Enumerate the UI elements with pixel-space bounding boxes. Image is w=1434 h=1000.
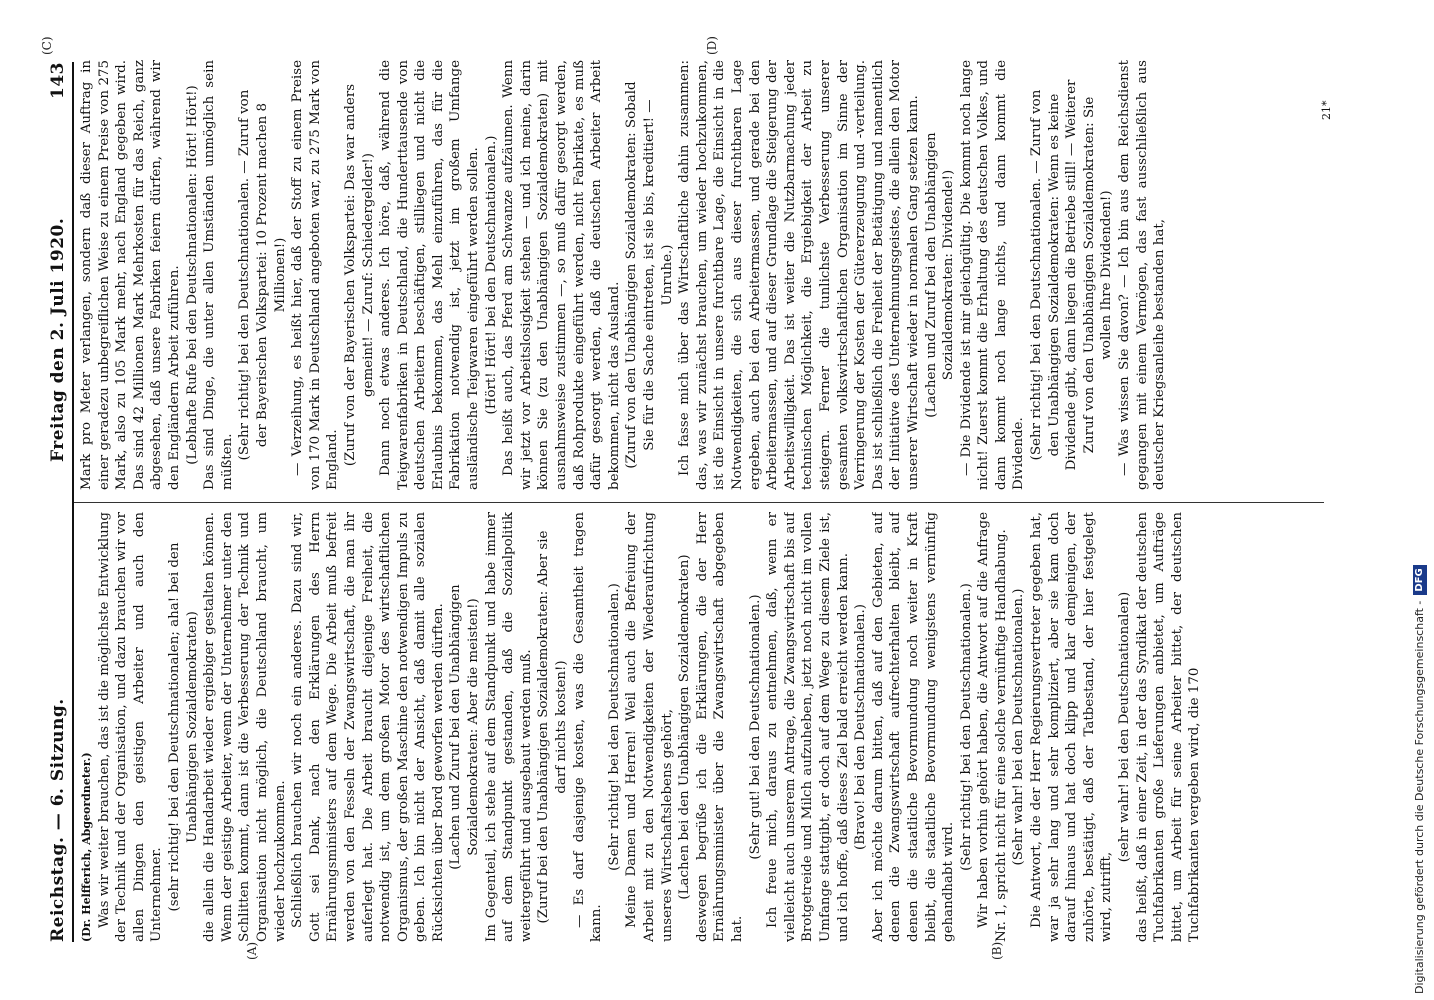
- paragraph: Im Gegenteil, ich stehe auf dem Standpunkt und habe immer auf dem Standpunkt gestanden, daß die Sozialpolitik weitergeführt und ausgebaut werden muß.: [483, 512, 534, 942]
- watermark-text: Digitalisierung gefördert durch die Deutsche Forschungsgemeinschaft -: [1413, 600, 1426, 994]
- right-column: [78, 60, 1348, 490]
- paragraph: Wir haben vorhin gehört haben, die Antwort auf die Anfrage Nr. 1, spricht nicht für eine solche vernünftige Handhabung.: [976, 512, 1009, 942]
- paragraph: — Die Dividende ist mir gleichgültig. Die kommt noch lange nicht! Zuerst kommt die Erhaltung des deutschen Volkes, und dann kommt noch lange nichts, und dann kommt die Dividende.: [958, 60, 1027, 490]
- paragraph: das heißt, daß in einer Zeit, in der das Syndikat der deutschen Tuchfabrikanten große Lieferungen anbietet, um Aufträge bittet, um Arbeit für seine Arbeiter bittet, der deutschen Tuchfabrikanten vergeben wird, die 170: [1134, 512, 1203, 942]
- header-left: Reichstag. — 6. Sitzung.: [48, 698, 68, 942]
- paragraph: Ich fasse mich über das Wirtschaftliche dahin zusammen: das, was wir zunächst brauchen, um wieder hochzukommen, ist die Einsicht in unsere furchtbare Lage, die Einsicht in die Notwendigkeiten, die sich aus dieser furchtbaren Lage ergeben, auch bei den Arbeitermassen, und gerade bei den Arbeitermassen, und auf dieser Grundlage die Steigerung der Arbeitswilligkeit. Das ist weiter die Nutzbarmachung jeder technischen Möglichkeit, die Ergiebigkeit der Arbeit zu steigern. Ferner die tunlichste Verbesserung unserer gesamten volkswirtschaftlichen Organisation im Sinne der Verringerung der Kosten der Gütererzeugung und -verteilung. Das ist schließlich die Freiheit der Betätigung und namentlich der Initiative des Unternehmungsgeistes, die allein den Motor unserer Wirtschaft wieder in normalen Gang setzen kann.: [677, 60, 921, 490]
- interjection: (Zuruf bei den Unabhängigen Sozialdemokraten: Aber sie darf nichts kosten!): [536, 530, 570, 924]
- interjection: (Lebhafte Rufe bei den Deutschnationalen: Hört! Hört!): [184, 85, 200, 465]
- interjection: (Sehr wahr! bei den Deutschnationalen.): [1011, 588, 1027, 866]
- paragraph: — Was wissen Sie davon? — Ich bin aus dem Reichsdienst gegangen mit einem Vermögen, das fast ausschließlich aus deutscher Kriegsanleihe bestanden hat,: [1117, 60, 1168, 490]
- interjection: (Zuruf von der Bayerischen Volkspartei: Das war anders gemeint! — Zuruf: Schiedergelder!): [342, 83, 376, 467]
- interjection: (Lachen bei den Unabhängigen Sozialdemokraten): [677, 554, 693, 900]
- marker-a: (A): [245, 941, 259, 960]
- paragraph: Was wir weiter brauchen, das ist die möglichste Entwicklung der Technik und der Organisation, und dazu brauchen wir vor allen Dingen den geistigen Arbeiter und auch den Unternehmer.: [96, 512, 165, 942]
- interjection: (Lachen und Zuruf bei den Unabhängigen Sozialdemokraten: Aber die meisten!): [448, 584, 482, 870]
- paragraph: deswegen begrüße ich die Erklärungen, die der Herr Ernährungsminister über die Zwangswirtschaft abgegeben hat.: [694, 512, 745, 942]
- dfg-watermark: [1405, 6, 1434, 994]
- left-column: [78, 512, 1348, 942]
- paragraph: Das sind Dinge, die unter allen Umständen unmöglich sein müßten.: [202, 60, 235, 490]
- interjection: (Lachen und Zuruf bei den Unabhängigen Sozialdemokraten: Dividende!): [923, 132, 957, 418]
- interjection: (Hört! Hört! bei den Deutschnationalen.): [483, 135, 499, 415]
- marker-c: (C): [40, 36, 54, 55]
- paragraph: Mark pro Meter verlangen, sondern daß dieser Auftrag in einer geradezu unbegreiflichen Weise zu einem Preise von 275 Mark, also zu 105 Mark mehr, nach England gegeben wird. Das sind 42 Millionen Mark Mehrkosten für das Reich, ganz abgesehen, daß unsere Fabriken feiern dürfen, während wir den Engländern Arbeit zuführen.: [79, 60, 182, 490]
- paragraph: — Verzeihung, es heißt hier, daß der Stoff zu einem Preise von 170 Mark in Deutschland angeboten war, zu 275 Mark von England.: [290, 60, 341, 490]
- paragraph: Meine Damen und Herren! Weil auch die Befreiung der Arbeit mit zu den Notwendigkeiten der Wiederaufrichtung unseres Wirtschaftslebens gehört,: [624, 512, 675, 942]
- marker-b: (B): [990, 941, 1004, 960]
- paragraph: Das heißt auch, das Pferd am Schwanze aufzäumen. Wenn wir jetzt vor Arbeitslosigkeit stehen — und ich meine, darin können Sie (zu den Unabhängigen Sozialdemokraten) mit ausnahmsweise zustimmen —, so muß dafür gesorgt werden, daß Rohprodukte eingeführt werden, nicht Fabrikate, es muß dafür gesorgt werden, daß die deutschen Arbeiter Arbeit bekommen, nicht das Ausland.: [501, 60, 622, 490]
- signature-mark: 21*: [1320, 100, 1333, 120]
- paragraph: Aber ich möchte darum bitten, daß auf den Gebieten, auf denen die Zwangswirtschaft aufrechterhalten bleibt, auf denen die staatliche Bevormundung noch weiter in Kraft bleibt, die staatliche Bevormundung wenigstens vernünftig gehandhabt wird.: [870, 512, 957, 942]
- paragraph: Die Antwort, die der Herr Regierungsvertreter gegeben hat, war ja sehr lang und sehr kompliziert, aber sie kam doch darauf hinaus und hat doch klipp und klar demjenigen, der zuhörte, bestätigt, daß der Tatbestand, der hier festgelegt wird, zutrifft,: [1029, 512, 1115, 942]
- interjection: (Zuruf von den Unabhängigen Sozialdemokraten: Sobald Sie für die Sache eintreten, ist sie bis, kreditiert! — Unruhe.): [624, 81, 675, 469]
- column-divider: [74, 502, 1324, 503]
- interjection: (Sehr richtig! bei den Deutschnationalen. — Zuruf von den Unabhängigen Sozialdemokraten: Wenn es keine Dividende gibt, dann liegen die Betriebe still! — Weiterer Zuruf von den Unabhängigen Sozialdemokraten: Sie wollen Ihre Dividenden!): [1029, 79, 1115, 471]
- header-date: Freitag den 2. Juli 1920.: [48, 217, 68, 462]
- interjection: (Sehr richtig! bei den Deutschnationalen.): [606, 583, 622, 871]
- marker-d: (D): [705, 36, 719, 55]
- interjection: (Sehr richtig! bei den Deutschnationalen. — Zuruf von der Bayerischen Volkspartei: 10 Prozent machen 8 Millionen!): [237, 89, 288, 461]
- speaker-label: (Dr. Helfferich, Abgeordneter.): [80, 752, 93, 942]
- interjection: (sehr wahr! bei den Deutschnationalen): [1117, 591, 1133, 863]
- paragraph: die allein die Handarbeit wieder ergiebiger gestalten können. Wenn der geistige Arbeiter, wenn der Unternehmer unter den Schlitten kommt, dann ist die Verbesserung der Technik und Organisation nicht möglich, die Deutschland braucht, um wieder hochzukommen.: [202, 512, 288, 942]
- paragraph: Ich freue mich, daraus zu entnehmen, daß, wenn er vielleicht auch unserem Antrage, die Zwangswirtschaft bis auf Brotgetreide und Milch aufzuheben, jetzt noch nicht im vollen Umfange stattgibt, er doch auf dem Wege zu diesem Ziele ist, und ich hoffe, daß dieses Ziel bald erreicht werden kann.: [765, 512, 851, 942]
- page-number: 143: [48, 62, 68, 99]
- paragraph: Dann noch etwas anderes. Ich höre, daß, während die Teigwarenfabriken in Deutschland, die Hunderttausende von deutschen Arbeitern beschäftigen, stilliegen und nicht die Erlaubnis bekommen, das Mehl einzuführen, das für die Fabrikation notwendig ist, jetzt im großem Umfange ausländische Teigwaren eingeführt werden sollen.: [378, 60, 482, 490]
- interjection: (Bravo! bei den Deutschnationalen.): [853, 603, 869, 851]
- paragraph: — Es darf dasjenige kosten, was die Gesamtheit tragen kann.: [571, 512, 605, 942]
- interjection: (Sehr richtig! bei den Deutschnationalen.): [958, 583, 974, 871]
- page-header: [48, 62, 70, 942]
- paragraph: Schließlich brauchen wir noch ein anderes. Dazu sind wir, Gott sei Dank, nach den Erklärungen des Herrn Ernährungsministers auf dem Wege. Die Arbeit muß befreit werden von den Fesseln der Zwangswirtschaft, die man ihr auferlegt hat. Die Arbeit braucht diejenige Freiheit, die notwendig ist, um dem großen Motor des wirtschaftlichen Organismus, der großen Maschine den notwendigen Impuls zu geben. Ich bin nicht der Ansicht, daß damit alle sozialen Rücksichten über Bord geworfen werden dürften.: [290, 512, 446, 942]
- interjection: (sehr richtig! bei den Deutschnationalen; aha! bei den Unabhängigen Sozialdemokraten): [166, 542, 200, 912]
- dfg-logo: DFG: [1413, 565, 1427, 594]
- interjection: (Sehr gut! bei den Deutschnationalen.): [747, 594, 763, 860]
